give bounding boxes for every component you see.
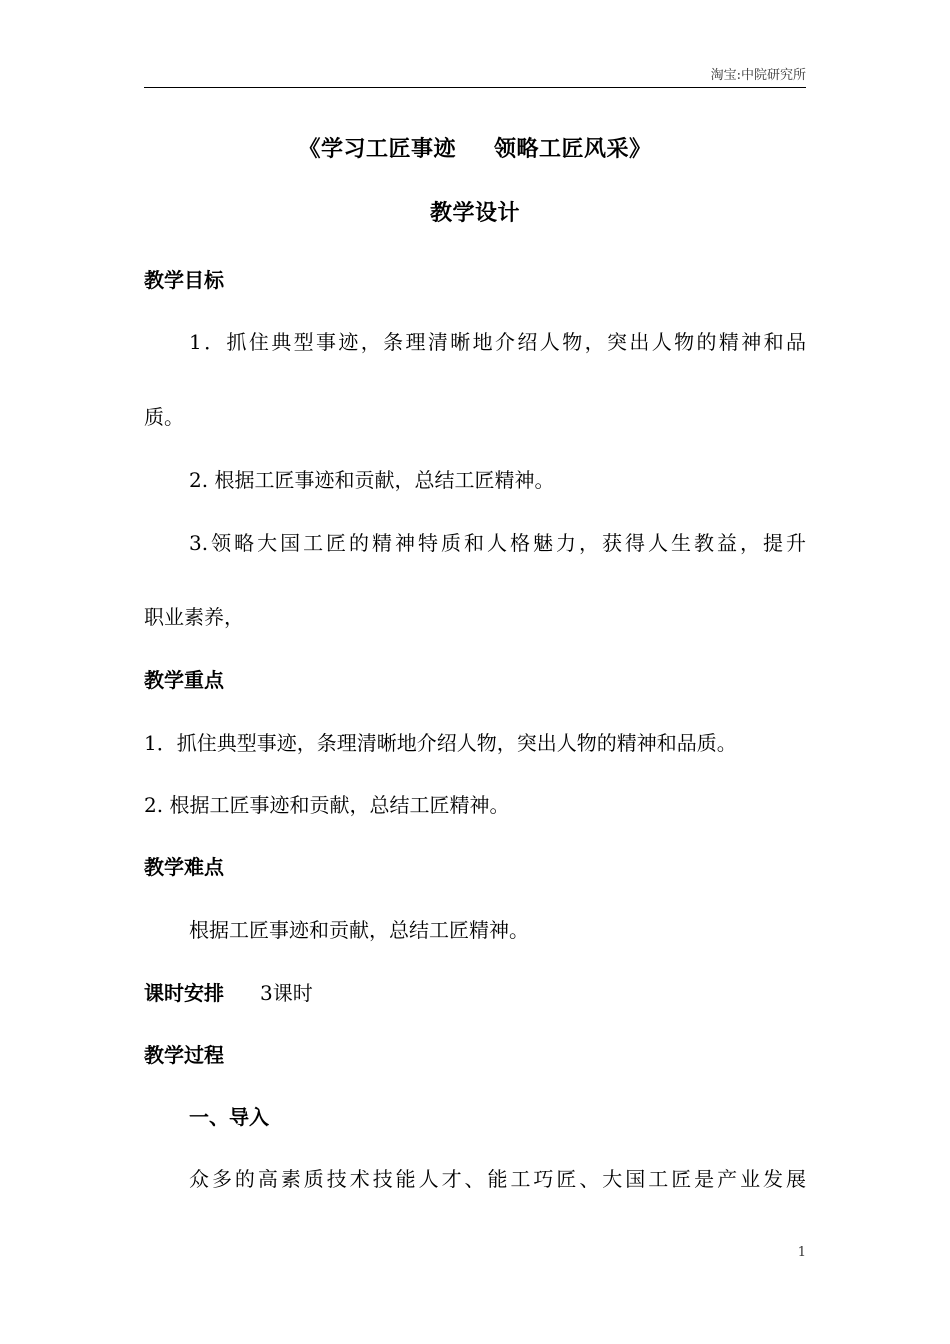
page-number: 1 xyxy=(797,1245,806,1260)
objective-3-line-1: 3.领略大国工匠的精神特质和人格魅力，获得人生教益，提升 xyxy=(189,531,806,555)
header-rule xyxy=(144,87,806,88)
schedule-label: 课时安排 xyxy=(144,981,224,1005)
header-text: 淘宝:中院研究所 xyxy=(710,68,806,83)
objective-2: 2. 根据工匠事迹和贡献，总结工匠精神。 xyxy=(189,468,555,492)
objective-3-line-2: 职业素养， xyxy=(144,605,244,629)
key-point-1: 1．抓住典型事迹，条理清晰地介绍人物，突出人物的精神和品质。 xyxy=(144,731,737,755)
process-section-1-heading: 一、导入 xyxy=(189,1105,269,1129)
key-point-2: 2. 根据工匠事迹和贡献，总结工匠精神。 xyxy=(144,793,510,817)
process-heading: 教学过程 xyxy=(144,1043,224,1067)
objectives-heading: 教学目标 xyxy=(144,268,224,292)
document-title xyxy=(144,136,806,164)
objective-1-line-1: 1．抓住典型事迹，条理清晰地介绍人物，突出人物的精神和品 xyxy=(189,330,806,354)
document-subtitle: 教学设计 xyxy=(429,201,520,226)
process-section-1-line-1: 众多的高素质技术技能人才、能工巧匠、大国工匠是产业发展 xyxy=(189,1167,806,1191)
title-part-1: 《学习工匠事迹 xyxy=(298,137,456,162)
difficulty-item: 根据工匠事迹和贡献，总结工匠精神。 xyxy=(189,918,529,942)
title-part-2: 领略工匠风采》 xyxy=(494,137,652,162)
schedule-row xyxy=(144,979,806,1007)
schedule-value: 3课时 xyxy=(260,981,313,1005)
objective-1-line-2: 质。 xyxy=(144,405,184,429)
key-points-heading: 教学重点 xyxy=(144,668,224,692)
difficulties-heading: 教学难点 xyxy=(144,855,224,879)
